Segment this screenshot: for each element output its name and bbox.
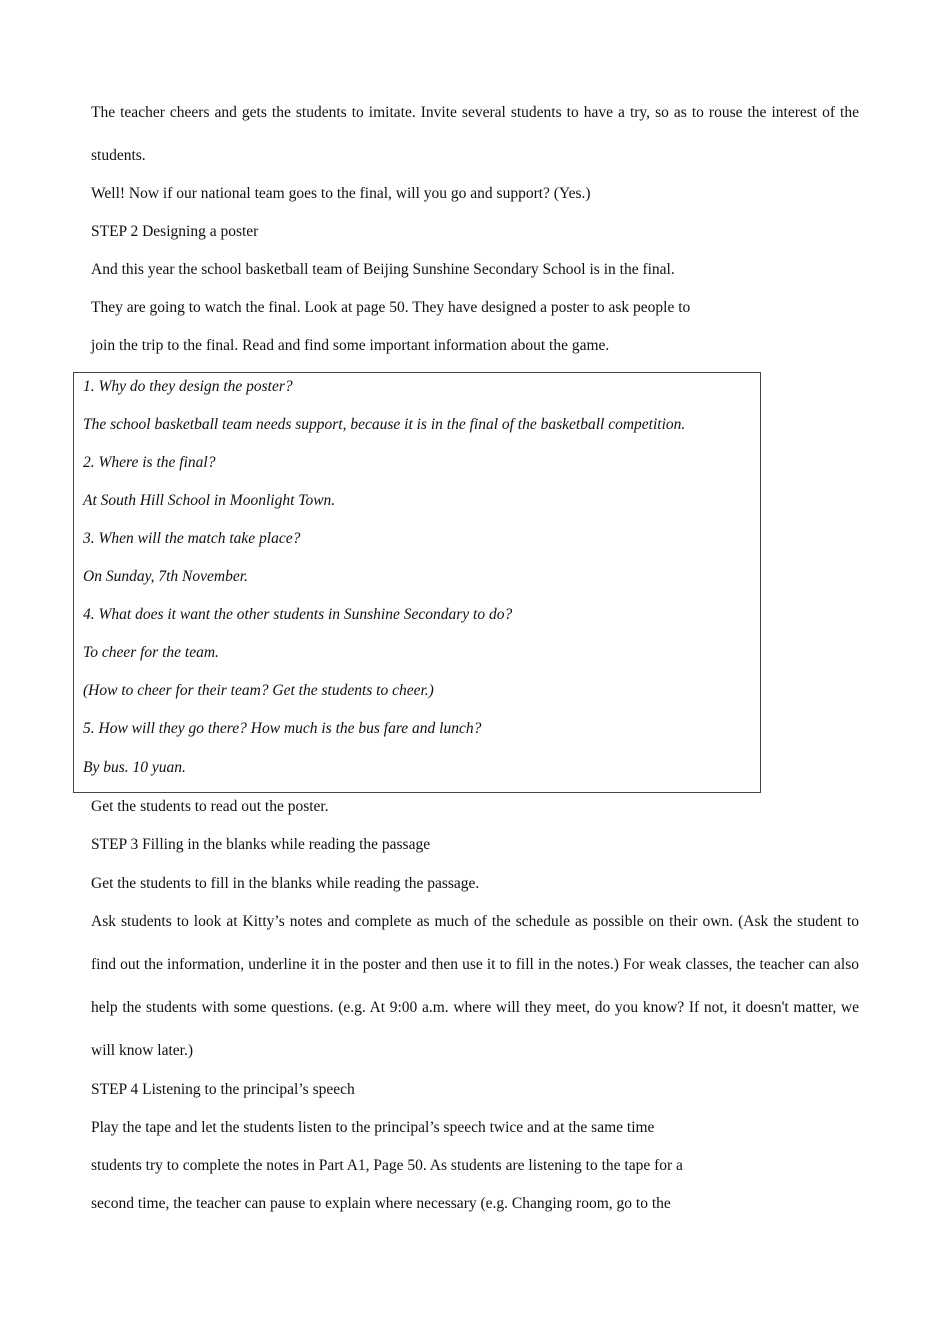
step2-heading: STEP 2 Designing a poster bbox=[91, 223, 259, 240]
step4-heading: STEP 4 Listening to the principal’s speech bbox=[91, 1081, 355, 1098]
step3-line: Get the students to fill in the blanks while reading the passage. bbox=[91, 875, 480, 892]
qa-answer: The school basketball team needs support, because it is in the final of the basketball competition. bbox=[83, 416, 686, 433]
step3-heading: STEP 3 Filling in the blanks while reading the passage bbox=[91, 836, 431, 853]
qa-answer: To cheer for the team. bbox=[83, 644, 219, 661]
qa-question: 4. What does it want the other students in Sunshine Secondary to do? bbox=[83, 606, 513, 623]
qa-question: 3. When will the match take place? bbox=[83, 530, 301, 547]
step2-line: They are going to watch the final. Look at page 50. They have designed a poster to ask people to bbox=[91, 299, 691, 316]
step2-line: And this year the school basketball team of Beijing Sunshine Secondary School is in the final. bbox=[91, 261, 675, 278]
qa-question: 5. How will they go there? How much is the bus fare and lunch? bbox=[83, 720, 482, 737]
step4-line: Play the tape and let the students listen to the principal’s speech twice and at the same time bbox=[91, 1119, 655, 1136]
poster-qa-box bbox=[73, 372, 761, 793]
qa-answer: On Sunday, 7th November. bbox=[83, 568, 248, 585]
step2-line: join the trip to the final. Read and find some important information about the game. bbox=[91, 337, 610, 354]
qa-answer: By bus. 10 yuan. bbox=[83, 759, 186, 776]
qa-question: 1. Why do they design the poster? bbox=[83, 378, 293, 395]
intro-paragraph: The teacher cheers and gets the students to imitate. Invite several students to have a try, so as to rouse the interest of the students. bbox=[91, 104, 859, 164]
step4-line: second time, the teacher can pause to explain where necessary (e.g. Changing room, go to the bbox=[91, 1195, 671, 1212]
qa-question: 2. Where is the final? bbox=[83, 454, 216, 471]
qa-note: (How to cheer for their team? Get the students to cheer.) bbox=[83, 682, 434, 699]
read-poster-line: Get the students to read out the poster. bbox=[91, 798, 329, 815]
step3-paragraph: Ask students to look at Kitty’s notes and complete as much of the schedule as possible on their own. (Ask the student to find out the information, underline it in the poster and then use it to fill in the notes.) For weak classes, the teacher can also help the students with some questions. (e.g. At 9:00 a.m. where will they meet, do you know? If not, it doesn't matter, we will know later.) bbox=[91, 913, 859, 1059]
qa-answer: At South Hill School in Moonlight Town. bbox=[83, 492, 336, 509]
step4-line: students try to complete the notes in Part A1, Page 50. As students are listening to the tape for a bbox=[91, 1157, 683, 1174]
final-question-line: Well! Now if our national team goes to the final, will you go and support? (Yes.) bbox=[91, 185, 591, 202]
